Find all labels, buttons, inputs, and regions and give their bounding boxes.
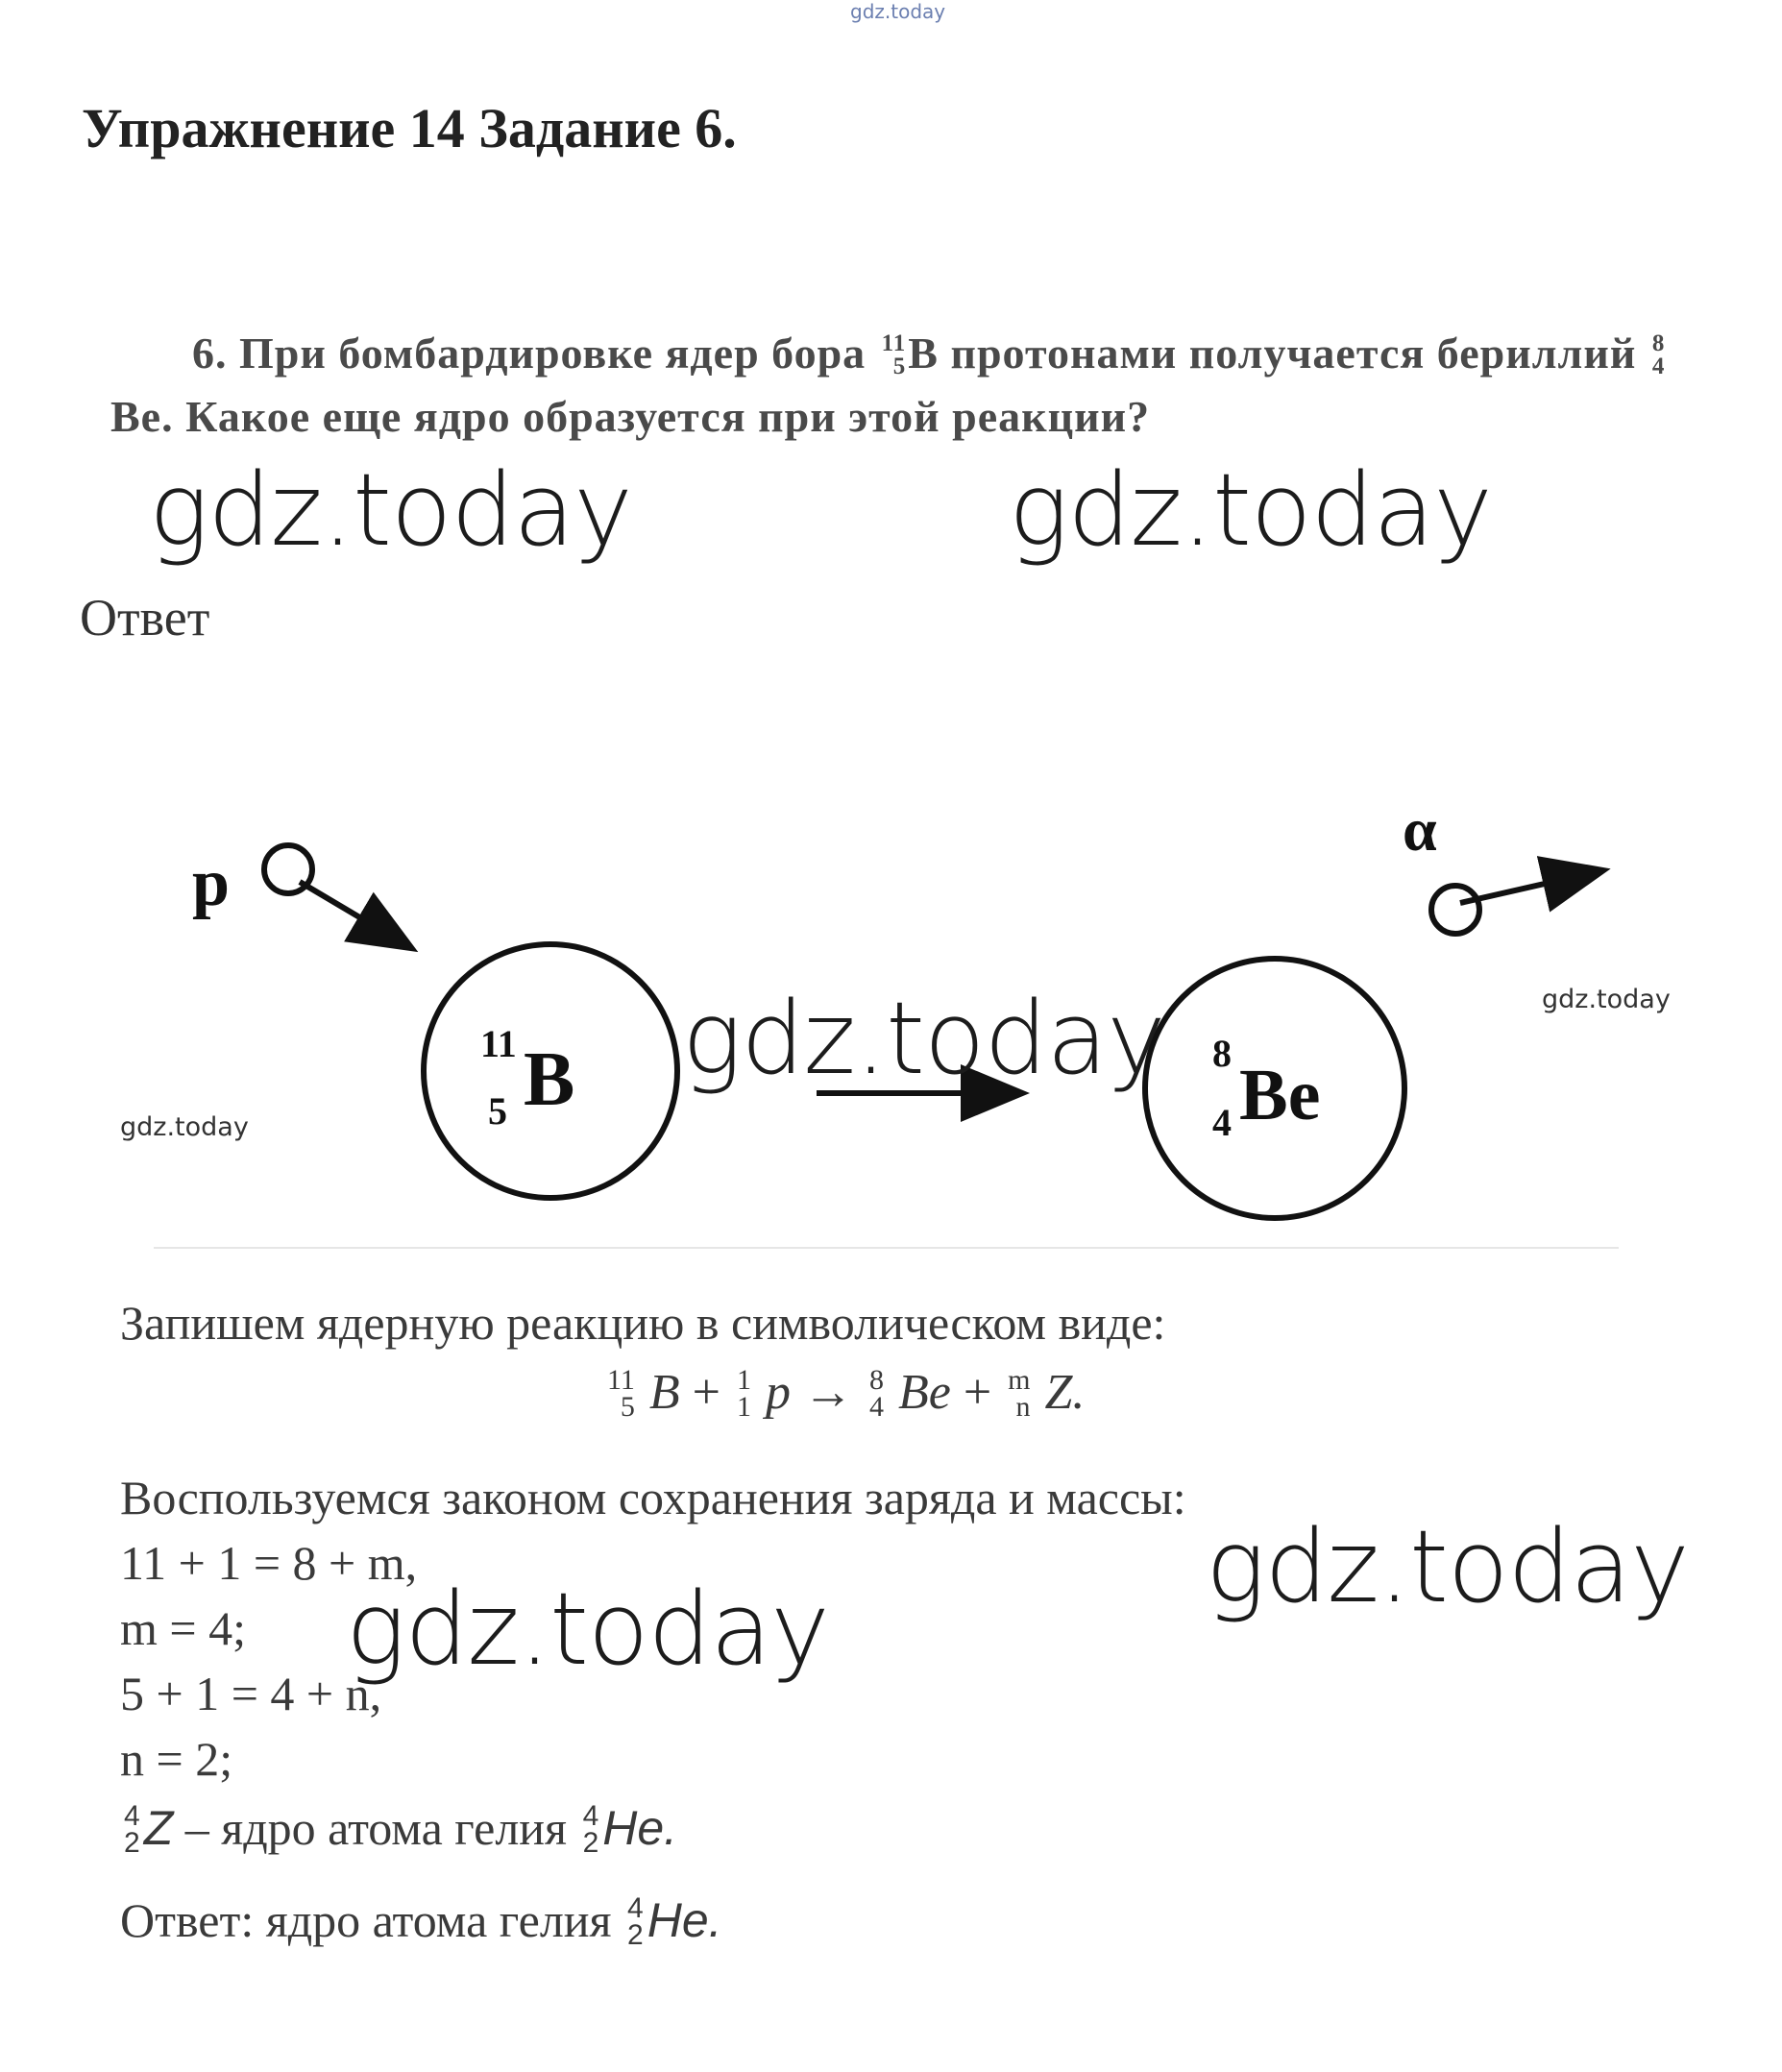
page-title: Упражнение 14 Задание 6.: [82, 97, 737, 159]
final-he-index: [627, 1891, 644, 1951]
charge-equation: 5 + 1 = 4 + n,: [120, 1667, 382, 1720]
alpha-label: α: [1403, 795, 1437, 864]
eq-be-index: [868, 1363, 884, 1423]
z-description: – ядро атома гелия: [184, 1801, 568, 1855]
problem-statement: [110, 322, 1696, 449]
z-index: [124, 1799, 140, 1859]
problem-text-3: . Какое еще ядро образуется при этой реакции?: [161, 392, 1151, 441]
eq-boron-index: [607, 1363, 635, 1423]
he-charge: 2: [582, 1827, 599, 1859]
mass-equation: 11 + 1 = 8 + m,: [120, 1536, 418, 1590]
eq-plus-1: +: [692, 1365, 720, 1420]
final-answer: [120, 1892, 722, 1950]
z-symbol: Z: [143, 1801, 174, 1855]
eq-be-mass: 8: [868, 1363, 884, 1396]
eq-z-symbol: Z.: [1044, 1365, 1086, 1420]
boron-mass: 11: [881, 330, 907, 357]
watermark-big-1: gdz.today: [149, 451, 632, 569]
eq-be-charge: 4: [868, 1391, 884, 1423]
watermark-big-2: gdz.today: [1009, 451, 1492, 569]
be-symbol: Be: [110, 392, 162, 441]
watermark-small-2: gdz.today: [120, 1112, 249, 1142]
diagram-boron-symbol: B: [524, 1037, 575, 1122]
be-isotope-index: [1652, 332, 1666, 378]
problem-text-1: При бомбардировке ядер бора: [239, 329, 867, 378]
eq-z-index: [1008, 1363, 1031, 1423]
eq-be-symbol: Be: [897, 1365, 951, 1420]
problem-number: 6.: [192, 329, 228, 378]
watermark-big-5: gdz.today: [346, 1571, 829, 1688]
eq-z-mass: m: [1008, 1363, 1031, 1396]
he-mass: 4: [582, 1799, 599, 1832]
eq-proton-index: [736, 1363, 751, 1423]
eq-proton-symbol: p: [765, 1365, 791, 1420]
eq-z-charge: n: [1015, 1391, 1031, 1423]
eq-plus-2: +: [963, 1365, 992, 1420]
problem-text-2: протонами получается бериллий: [950, 329, 1637, 378]
mass-result: m = 4;: [120, 1601, 246, 1655]
proton-label: p: [192, 846, 230, 920]
final-answer-text: Ответ: ядро атома гелия: [120, 1893, 612, 1947]
diagram-boron-charge: 5: [488, 1089, 507, 1133]
eq-proton-mass: 1: [736, 1363, 751, 1396]
diagram-be-symbol: Be: [1239, 1055, 1321, 1135]
watermark-top: gdz.today: [850, 0, 946, 23]
charge-result: n = 2;: [120, 1732, 233, 1786]
eq-proton-charge: 1: [736, 1391, 751, 1423]
diagram-be-charge: 4: [1212, 1101, 1232, 1144]
final-he-mass: 4: [627, 1891, 644, 1924]
watermark-big-4: gdz.today: [1206, 1508, 1689, 1625]
he-symbol: He.: [602, 1801, 678, 1855]
diagram-boron-mass: 11: [480, 1022, 517, 1065]
conservation-law-text: Воспользуемся законом сохранения заряда и массы:: [120, 1471, 1186, 1524]
eq-boron-symbol: B: [648, 1365, 680, 1420]
z-identification: [120, 1800, 677, 1858]
solution-intro: Запишем ядерную реакцию в символическом виде:: [120, 1296, 1166, 1350]
z-charge: 2: [124, 1827, 140, 1859]
eq-arrow: →: [802, 1365, 853, 1420]
diagram-be-mass: 8: [1212, 1032, 1232, 1075]
be-mass: 8: [1651, 330, 1666, 357]
boron-charge: 5: [892, 353, 907, 379]
final-he-charge: 2: [627, 1919, 644, 1951]
watermark-small-1: gdz.today: [1542, 985, 1671, 1014]
he-index: [582, 1799, 599, 1859]
boron-isotope-index: [882, 332, 907, 378]
proton-arrow: [300, 882, 408, 946]
be-charge: 4: [1651, 353, 1666, 379]
boron-symbol: B: [908, 329, 939, 378]
eq-boron-mass: 11: [607, 1363, 635, 1396]
final-he-symbol: He.: [647, 1893, 722, 1947]
z-mass: 4: [124, 1799, 140, 1832]
separator-line: [154, 1247, 1619, 1249]
watermark-big-3: gdz.today: [682, 980, 1165, 1097]
eq-boron-charge: 5: [620, 1391, 635, 1423]
alpha-circle: [1431, 886, 1479, 934]
nuclear-equation: [603, 1364, 1085, 1422]
answer-label: Ответ: [80, 589, 210, 646]
alpha-arrow: [1460, 871, 1599, 903]
